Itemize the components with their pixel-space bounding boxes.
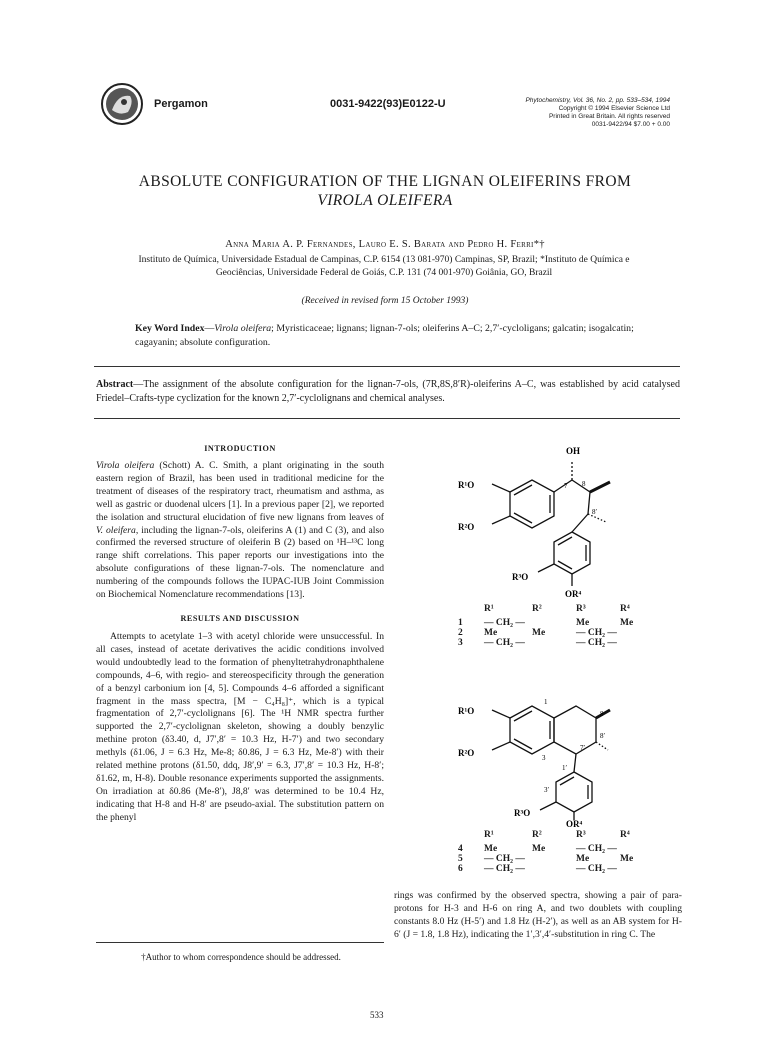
cell: — CH₂ —	[484, 864, 525, 874]
cell: — CH₂ —	[484, 854, 525, 864]
cell	[532, 638, 576, 648]
right-column-text: rings was confirmed by the observed spectra, showing a pair of para-protons for H-3 and H-6 on ring A, and two doublets with coupling constants 8.0 Hz (H-5′) and 1.8 Hz (H-2′), as well as an AB system for H-6′ (J = 1.8, 1.8 Hz), indicating the 1′,3′,4′-substitution in ring C. The	[394, 890, 682, 940]
compound-number: 3	[458, 638, 463, 648]
label-r1o: R¹O	[458, 480, 475, 490]
affiliation-line: Instituto de Química, Universidade Estadual de Campinas, C.P. 6154 (13 081-970) Campinas, SP, Brazil; *Instituto de Química e	[138, 255, 630, 265]
label-c7p: 7′	[580, 744, 586, 752]
label-c1: 1	[544, 698, 548, 706]
abstract	[96, 378, 680, 406]
compound-number: 6	[458, 864, 463, 874]
cell: Me	[620, 854, 634, 864]
cell: Me	[576, 854, 590, 864]
cell: — CH₂ —	[484, 618, 525, 628]
table-row	[458, 628, 698, 638]
affiliation	[98, 254, 670, 280]
title-line-italic: VIROLA OLEIFERA	[317, 192, 453, 209]
cell: — CH₂ —	[576, 638, 617, 648]
table-row	[458, 638, 698, 648]
cell	[620, 864, 660, 874]
journal-info	[500, 97, 670, 129]
intro-text-part: , including the lignan-7-ols, oleiferins A (1) and C (3), and also confirmed the reversed structure of oleiferin B (2) based on ¹H–¹³C long range shift correlations. This paper reports our investigations into the absolute configurations of these lignan-7-ols. The nomenclature and numbering of the compounds follows the IUPAC-IUB Joint Commission on Biochemical Nomenclature recommendations [13].	[96, 524, 384, 601]
authors: Anna Maria A. P. Fernandes, Lauro E. S. Barata and Pedro H. Ferri*†	[225, 239, 545, 250]
left-column	[96, 444, 384, 825]
header-r4: R⁴	[620, 604, 630, 614]
cell	[532, 618, 576, 628]
abstract-label: Abstract	[96, 379, 134, 390]
cell: — CH₂ —	[576, 844, 617, 854]
table-header	[458, 830, 698, 840]
label-c3: 3	[542, 754, 546, 762]
journal-line: Phytochemistry, Vol. 36, No. 2, pp. 533–534, 1994	[525, 97, 670, 104]
label-c8: 8	[600, 710, 604, 718]
compound-number: 4	[458, 844, 463, 854]
introduction-text	[96, 460, 384, 602]
label-oh: OH	[566, 446, 581, 456]
table-row	[458, 844, 698, 854]
pergamon-logo-icon	[100, 82, 144, 126]
label-c8: 8	[582, 480, 586, 488]
cell	[620, 628, 660, 638]
cell	[532, 854, 576, 864]
label-c1p: 1′	[562, 764, 568, 772]
label-c7: 7	[564, 482, 568, 490]
cell: Me	[532, 628, 546, 638]
publisher-header	[100, 82, 208, 126]
intro-species: Virola oleifera	[96, 460, 155, 471]
affiliation-line: Geociências, Universidade Federal de Goiás, C.P. 131 (74 001-970) Goiânia, GO, Brazil	[215, 268, 553, 278]
intro-species-short: V. oleifera	[96, 524, 136, 536]
cell: Me	[484, 628, 498, 638]
publisher-name: Pergamon	[154, 98, 208, 110]
structure-1-diagram	[440, 440, 690, 605]
compound-number: 1	[458, 618, 463, 628]
cell: Me	[620, 618, 634, 628]
ring-b	[554, 706, 596, 754]
table-row	[458, 854, 698, 864]
header-r2: R²	[532, 604, 542, 614]
label-c3p: 3′	[544, 786, 550, 794]
label-c8p: 8′	[592, 508, 598, 516]
title-line: ABSOLUTE CONFIGURATION OF THE LIGNAN OLEIFERINS FROM	[138, 173, 632, 190]
label-r3o: R³O	[512, 572, 529, 582]
header-r2: R²	[532, 830, 542, 840]
cell: — CH₂ —	[576, 864, 617, 874]
cell	[620, 844, 660, 854]
paper-title	[60, 172, 710, 210]
header-r3: R³	[576, 830, 586, 840]
page-number: 533	[370, 1010, 384, 1020]
cell: Me	[532, 844, 546, 854]
label-or4: OR⁴	[566, 819, 583, 828]
intro-text-part: (Schott) A. C. Smith, a plant originating in the south eastern region of Brazil, has been used in traditional medicine for the treatment of diseases of the respiratory tract, rheumatism and asthma, as well as gastric or duodenal ulcers [1]. In a previous paper [2], we reported the isolation and structural elucidation of five new lignans from leaves of	[96, 460, 384, 523]
table-row	[458, 618, 698, 628]
results-heading: RESULTS AND DISCUSSION	[180, 613, 300, 623]
label-r2o: R²O	[458, 522, 475, 532]
header-r4: R⁴	[620, 830, 630, 840]
table-header	[458, 604, 698, 614]
ring-c	[556, 772, 592, 812]
cell	[532, 864, 576, 874]
abstract-text: —The assignment of the absolute configuration for the lignan-7-ols, (7R,8S,8′R)-oleiferins A–C, was established by acid catalysed Friedel–Crafts-type cyclization for the known 2,7′-cyclolignans and chemical analyses.	[96, 379, 680, 404]
introduction-heading: INTRODUCTION	[204, 444, 276, 453]
cell: Me	[576, 618, 590, 628]
label-c8p: 8′	[600, 732, 606, 740]
footnote-divider	[96, 942, 384, 943]
received-date: (Received in revised form 15 October 1993)	[301, 296, 469, 306]
ring-a	[510, 706, 554, 754]
ring-c	[554, 532, 590, 574]
header-r3: R³	[576, 604, 586, 614]
table-row	[458, 864, 698, 874]
label-r3o: R³O	[514, 808, 531, 818]
cell	[620, 638, 660, 648]
cell: — CH₂ —	[576, 628, 617, 638]
ring-a	[510, 480, 554, 528]
label-r2o: R²O	[458, 748, 475, 758]
keyword-index: Key Word Index—Virola oleifera; Myristicaceae; lignans; lignan-7-ols; oleiferins A–C; 2,7′-cycloligans; galcatin; isogalcatin; cagayanin; absolute configuration.	[135, 323, 634, 348]
compound-number: 5	[458, 854, 463, 864]
journal-line: 0031-9422/94 $7.00 + 0.00	[591, 121, 670, 128]
journal-line: Printed in Great Britain. All rights reserved	[548, 113, 670, 120]
journal-line: Copyright © 1994 Elsevier Science Ltd	[558, 105, 670, 112]
doi: 0031-9422(93)E0122-U	[330, 98, 446, 110]
structure-2-diagram	[440, 688, 690, 828]
keywords-text: ; Myristicaceae; lignans; lignan-7-ols; oleiferins A–C; 2,7′-cycloligans; galcatin; isogalcatin; cagayanin; absolute configuration.	[135, 323, 634, 348]
keywords-species: Virola oleifera	[214, 323, 272, 334]
divider	[94, 366, 680, 367]
cell: Me	[484, 844, 498, 854]
results-text: Attempts to acetylate 1–3 with acetyl chloride were unsuccessful. In all cases, instead of acetate derivatives the acidic conditions involved would undoubtedly lead to the formation of phenyltetrahydronaphthalene compounds, 4–6, with regio- and stereospecificity through the generation of a benzyl carbonium ion [4, 5]. Compounds 4–6 afforded a significant fragment in the mass spectra, [M − C₄H₈]⁺, which is a typical fragmentation of 2,7′-cyclolignans [6]. The ¹H NMR spectra further supported the 2,7′-cyclolignan skeleton, showing a doubly benzylic methine proton (δ3.40, d, J7′,8′ = 10.3 Hz, H-7′) and two secondary methyls (δ1.06, J = 6.3 Hz, Me-8; δ0.86, J = 6.3 Hz, Me-8′) with their related methine protons (δ1.50, ddq, J8′,9′ = 6.3, J7′,8′ = 10.3 Hz, H-8′; δ1.62, m, H-8). Double resonance experiments supported the assignments. On irradiation at δ0.86 (Me-8′), J8,8′ was determined to be 10.4 Hz, indicating that H-8 and H-8′ are pseudo-axial. The substitution pattern on the phenyl	[96, 630, 384, 823]
label-or4: OR⁴	[565, 589, 582, 599]
cell: — CH₂ —	[484, 638, 525, 648]
substituent-table-1	[458, 604, 698, 648]
footnote: †Author to whom correspondence should be addressed.	[141, 952, 341, 962]
divider	[94, 418, 680, 419]
label-r1o: R¹O	[458, 706, 475, 716]
keywords-label: Key Word Index	[135, 323, 205, 334]
substituent-table-2	[458, 830, 698, 874]
compound-number: 2	[458, 628, 463, 638]
header-r1: R¹	[484, 604, 494, 614]
header-r1: R¹	[484, 830, 494, 840]
